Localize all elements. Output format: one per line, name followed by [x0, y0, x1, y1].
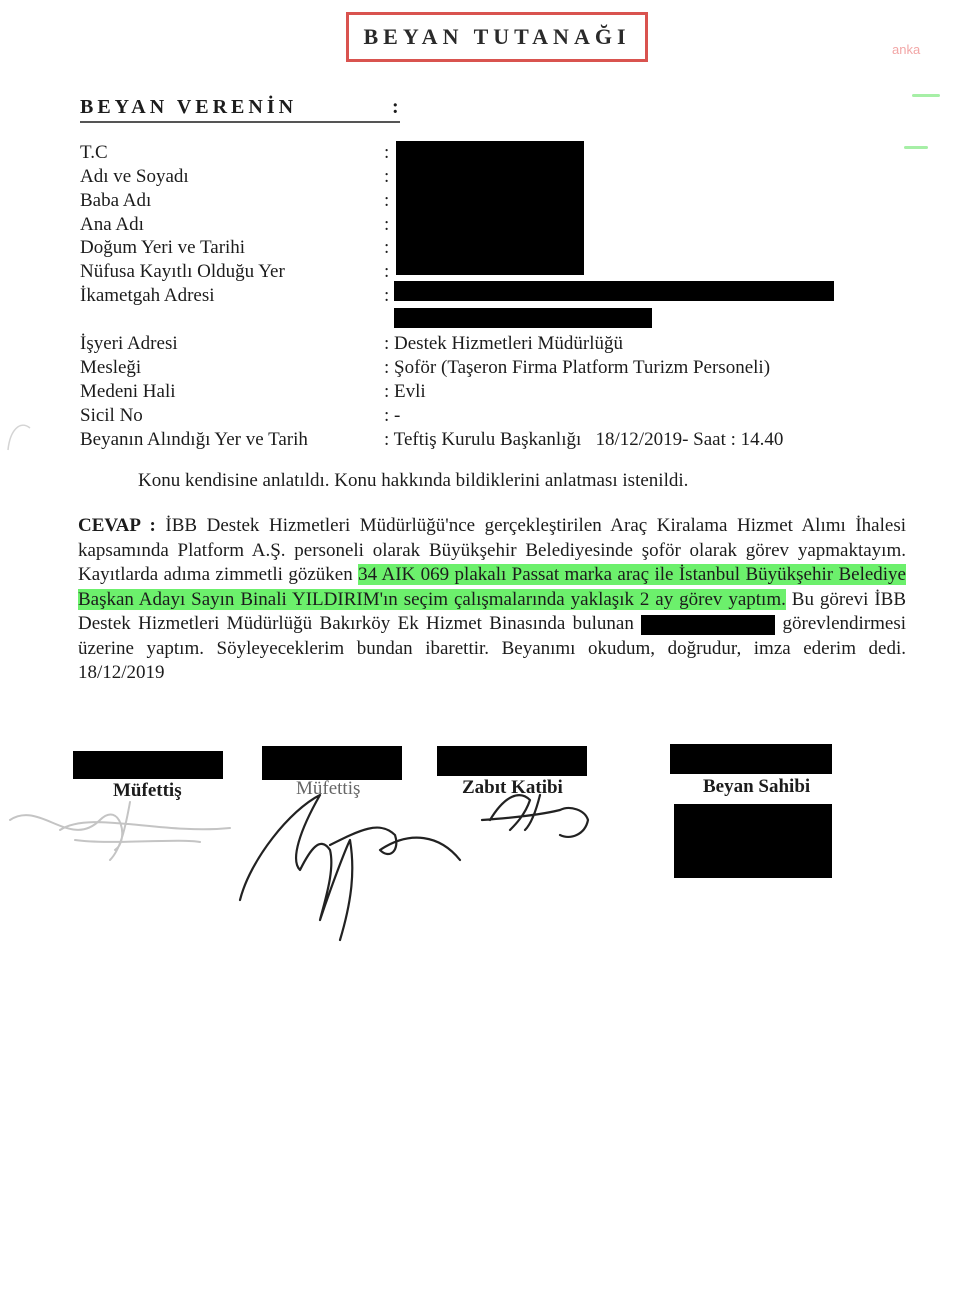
- document-title-box: [346, 12, 648, 62]
- document-title: BEYAN TUTANAĞI: [363, 24, 631, 49]
- scan-artifact: [0, 400, 40, 460]
- signature-stroke-1: [10, 802, 230, 860]
- field-colon: :: [384, 142, 390, 163]
- field-label-workplace: İşyeri Adresi: [80, 333, 178, 354]
- signature-label-clerk: Zabıt Katibi: [462, 777, 563, 798]
- field-value-occupation: : Şoför (Taşeron Firma Platform Turizm Personeli): [384, 357, 771, 378]
- field-label-birth: Doğum Yeri ve Tarihi: [80, 237, 246, 258]
- intro-text: Konu kendisine anlatıldı. Konu hakkında bildiklerini anlatması istenildi.: [138, 470, 689, 491]
- field-label-statement-place: Beyanın Alındığı Yer ve Tarih: [80, 429, 308, 450]
- answer-highlight: 34 AIK 069 plakalı Passat marka araç ile İstanbul Büyükşehir Belediye Başkan Adayı Sayın Binali YILDIRIM'ın seçim çalışmalarında yaklaşık 2 ay görev yaptım.: [78, 564, 906, 610]
- watermark-logo: anka: [892, 42, 921, 57]
- field-label-father: Baba Adı: [80, 190, 152, 211]
- answer-part-1: İBB Destek Hizmetleri Müdürlüğü'nce gerçekleştirilen Araç Kiralama Hizmet Alımı İhalesi kapsamında Platform A.Ş. personeli olarak Büyükşehir Belediyesinde şoför olarak görev yapmaktayım. Kayıtlarda adıma zimmetli gözüken: [78, 515, 906, 585]
- signature-label-inspector-1: Müfettiş: [113, 780, 182, 801]
- field-colon: :: [384, 285, 390, 306]
- signature-stroke-3: [482, 795, 588, 837]
- signature-label-declarant: Beyan Sahibi: [703, 776, 811, 797]
- green-mark: [904, 146, 928, 149]
- answer-paragraph: [78, 514, 906, 686]
- answer-part-2: Bu görevi İBB Destek Hizmetleri Müdürlüğü Bakırköy Ek Hizmet Binasında bulunan: [78, 588, 906, 634]
- redaction-signer-3: [437, 746, 587, 776]
- field-label-occupation: Mesleği: [80, 357, 142, 378]
- field-label-address: İkametgah Adresi: [80, 285, 215, 306]
- field-value-marital: : Evli: [384, 381, 426, 402]
- answer-label: CEVAP :: [78, 515, 156, 536]
- field-colon: :: [384, 261, 390, 282]
- field-label-registry-no: Sicil No: [80, 405, 143, 426]
- field-value-statement-place: : Teftiş Kurulu Başkanlığı 18/12/2019- Saat : 14.40: [384, 429, 784, 450]
- field-colon: :: [384, 190, 390, 211]
- answer-part-3: görevlendirmesi üzerine yaptım. Söyleyeceklerim bundan ibarettir. Beyanımı okudum, doğrudur, imza ederim dedi. 18/12/2019: [78, 613, 906, 683]
- section-heading: BEYAN VERENİN: [80, 96, 400, 123]
- redaction-signer-2: [262, 746, 402, 780]
- redaction-block-address-2: [394, 308, 652, 328]
- green-mark: [912, 94, 940, 97]
- redaction-signer-4: [670, 744, 832, 774]
- field-colon: :: [384, 214, 390, 235]
- field-colon: :: [384, 166, 390, 187]
- signature-stroke-2: [240, 795, 460, 940]
- handwritten-signatures: [0, 790, 620, 960]
- redaction-signer-1: [73, 751, 223, 779]
- redaction-block-address: [394, 281, 834, 301]
- section-colon: :: [392, 96, 399, 118]
- redaction-declarant-signature: [674, 804, 832, 878]
- field-value-registry-no: : -: [384, 405, 401, 426]
- field-label-tc: T.C: [80, 142, 108, 163]
- field-label-name: Adı ve Soyadı: [80, 166, 189, 187]
- redaction-inline: [641, 615, 775, 635]
- field-label-mother: Ana Adı: [80, 214, 144, 235]
- signature-label-inspector-2: Müfettiş: [296, 778, 361, 799]
- field-label-registry: Nüfusa Kayıtlı Olduğu Yer: [80, 261, 285, 282]
- field-label-marital: Medeni Hali: [80, 381, 176, 402]
- redaction-block-personal: [396, 141, 584, 275]
- field-value-workplace: : Destek Hizmetleri Müdürlüğü: [384, 333, 624, 354]
- field-colon: :: [384, 237, 390, 258]
